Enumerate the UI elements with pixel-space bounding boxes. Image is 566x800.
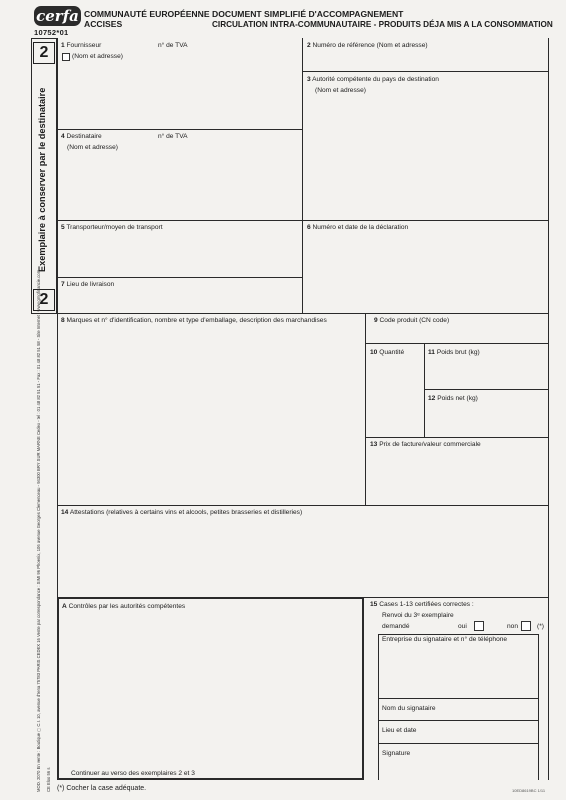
invoice-price-label: Prix de facture/valeur commerciale xyxy=(379,441,481,448)
reference-number-label: Numéro de référence (Nom et adresse) xyxy=(312,42,428,49)
box-1-number: 1 xyxy=(61,42,65,49)
grid-line xyxy=(424,389,549,390)
grid-line xyxy=(424,343,425,437)
signatory-name-label: Nom du signataire xyxy=(382,705,436,712)
box-10-number: 10 xyxy=(370,349,378,356)
box-11-label xyxy=(428,349,480,357)
grid-line xyxy=(57,505,549,506)
declaration-label: Numéro et date de la déclaration xyxy=(312,224,409,231)
carrier-label: Transporteur/moyen de transport xyxy=(66,224,163,231)
grid-line xyxy=(538,634,539,780)
header-left-title-1: COMMUNAUTÉ EUROPÉENNE xyxy=(84,9,210,19)
asterisk-note-ref: (*) xyxy=(537,623,544,630)
delivery-place-label: Lieu de livraison xyxy=(66,281,115,288)
supplier-label: Fournisseur xyxy=(66,42,102,49)
box-11-number: 11 xyxy=(428,349,435,356)
copy-number-bottom: 2 xyxy=(33,289,55,311)
goods-description-input-area[interactable] xyxy=(60,327,363,503)
product-code-label: Code produit (CN code) xyxy=(379,317,450,324)
box-15-label xyxy=(370,601,474,609)
grid-line xyxy=(302,71,549,72)
grid-line xyxy=(365,437,549,438)
declaration-input-area[interactable] xyxy=(305,234,547,311)
grid-line xyxy=(378,634,379,780)
grid-line xyxy=(302,38,303,314)
form-number: 10752*01 xyxy=(34,28,69,37)
grid-line xyxy=(378,634,538,635)
supplier-checkbox[interactable] xyxy=(62,53,70,61)
box-7-number: 7 xyxy=(61,281,65,288)
box-5-number: 5 xyxy=(61,224,65,231)
yes-checkbox[interactable] xyxy=(474,621,484,631)
supplier-input-area[interactable] xyxy=(60,64,300,127)
quantity-label: Quantité xyxy=(379,349,405,356)
box-9-label xyxy=(374,317,449,325)
destination-authority-hint: (Nom et adresse) xyxy=(315,87,366,94)
box-A-frame xyxy=(57,597,364,780)
supplier-vat-label: n° de TVA xyxy=(158,42,188,49)
attestations-label: Attestations (relatives à certains vins et alcools, petites brasseries et distilleries) xyxy=(69,509,303,516)
box-12-number: 12 xyxy=(428,395,436,402)
header-right-title-1: DOCUMENT SIMPLIFIÉ D'ACCOMPAGNEMENT xyxy=(212,9,404,19)
box-15-number: 15 xyxy=(370,601,378,608)
box-4-number: 4 xyxy=(61,133,65,140)
cerfa-logo: cerfa xyxy=(34,6,81,26)
signature-label: Signature xyxy=(382,750,411,757)
signatory-company-label: Entreprise du signataire et n° de téléphone xyxy=(382,636,508,643)
no-label: non xyxy=(507,623,519,630)
signatory-company-input-area[interactable] xyxy=(380,646,536,696)
grid-line xyxy=(57,38,58,598)
box-13-label xyxy=(370,441,481,449)
box-8-number: 8 xyxy=(61,317,65,324)
authority-controls-label: Contrôles par les autorités compétentes xyxy=(68,603,186,610)
place-date-label: Lieu et date xyxy=(382,727,417,734)
box-A-label xyxy=(62,603,185,611)
box-9-number: 9 xyxy=(374,317,378,324)
box-8-label xyxy=(61,317,327,325)
delivery-place-input-area[interactable] xyxy=(60,291,300,311)
grid-line xyxy=(365,343,549,344)
attestations-input-area[interactable] xyxy=(60,519,547,595)
grid-line xyxy=(57,277,302,278)
destination-authority-label: Autorité compétente du pays de destination xyxy=(312,76,439,83)
printer-info-text: MOD. 2070 En vente : Boutique ▢ C.I. 10, avenue d'Iena 75783 PARIS CEDEX 16 Vente par correspondance : SIMI 96 Phoenix, 106 avenue Georges Clemenceau - 94300 BRY SUR MARNE Cedex - tel : 01 48 82 51 51 - Fax : 01 48 82 51 58 - Site Internet : www.gmgfinancie.com xyxy=(36,269,41,792)
box-7-label xyxy=(61,281,114,289)
consignee-label: Destinataire xyxy=(66,133,102,140)
box-6-number: 6 xyxy=(307,224,311,231)
supplier-name-address-hint: (Nom et adresse) xyxy=(72,53,123,60)
header-left-title-2: ACCISES xyxy=(84,19,123,29)
goods-description-label: Marques et n° d'identification, nombre et type d'emballage, description des marchandises xyxy=(66,317,327,324)
continue-on-back-note: Continuer au verso des exemplaires 2 et 3 xyxy=(71,770,195,777)
copy-instruction-text: Exemplaire à conserver par le destinataire xyxy=(37,87,47,272)
footer-code: 10ED8619BC 1/11 xyxy=(512,788,546,793)
grid-line xyxy=(378,743,538,744)
consignee-vat-label: n° de TVA xyxy=(158,133,188,140)
copy-number-top: 2 xyxy=(33,42,55,64)
box-6-label xyxy=(307,224,408,232)
box-5-label xyxy=(61,224,163,232)
grid-line xyxy=(57,220,549,221)
box-13-number: 13 xyxy=(370,441,378,448)
box-2-number: 2 xyxy=(307,42,311,49)
box-4-label xyxy=(61,133,102,141)
box-12-label xyxy=(428,395,478,403)
box-3-number: 3 xyxy=(307,76,311,83)
box-2-label xyxy=(307,42,428,50)
return-copy-label: Renvoi du 3ᵉ exemplaire xyxy=(382,612,454,619)
consignee-input-area[interactable] xyxy=(60,154,300,218)
footnote-check-box: (*) Cocher la case adéquate. xyxy=(57,785,147,792)
grid-line xyxy=(378,720,538,721)
grid-line xyxy=(365,313,366,505)
consignee-name-address-hint: (Nom et adresse) xyxy=(67,144,118,151)
destination-authority-input-area[interactable] xyxy=(305,97,547,218)
net-weight-label: Poids net (kg) xyxy=(437,395,478,402)
reference-number-input-area[interactable] xyxy=(305,52,547,69)
grid-line xyxy=(57,313,549,314)
grid-line xyxy=(57,129,302,130)
no-checkbox[interactable] xyxy=(521,621,531,631)
box-1-label xyxy=(61,42,101,50)
gross-weight-label: Poids brut (kg) xyxy=(436,349,480,356)
box-14-number: 14 xyxy=(61,509,69,516)
box-3-label xyxy=(307,76,439,84)
requested-label: demandé xyxy=(382,623,410,630)
box-A-letter: A xyxy=(62,603,67,610)
yes-label: oui xyxy=(458,623,467,630)
box-10-label xyxy=(370,349,404,357)
grid-line xyxy=(378,698,538,699)
signature-input-area[interactable] xyxy=(380,760,536,779)
printer-code-text: CE Eloo 56 s xyxy=(46,767,51,792)
certified-correct-label: Cases 1-13 certifiées correctes : xyxy=(379,601,474,608)
carrier-input-area[interactable] xyxy=(60,234,300,275)
box-14-label xyxy=(61,509,302,517)
header-right-title-2: CIRCULATION INTRA-COMMUNAUTAIRE - PRODUITS DÉJA MIS A LA CONSOMMATION xyxy=(212,20,553,29)
